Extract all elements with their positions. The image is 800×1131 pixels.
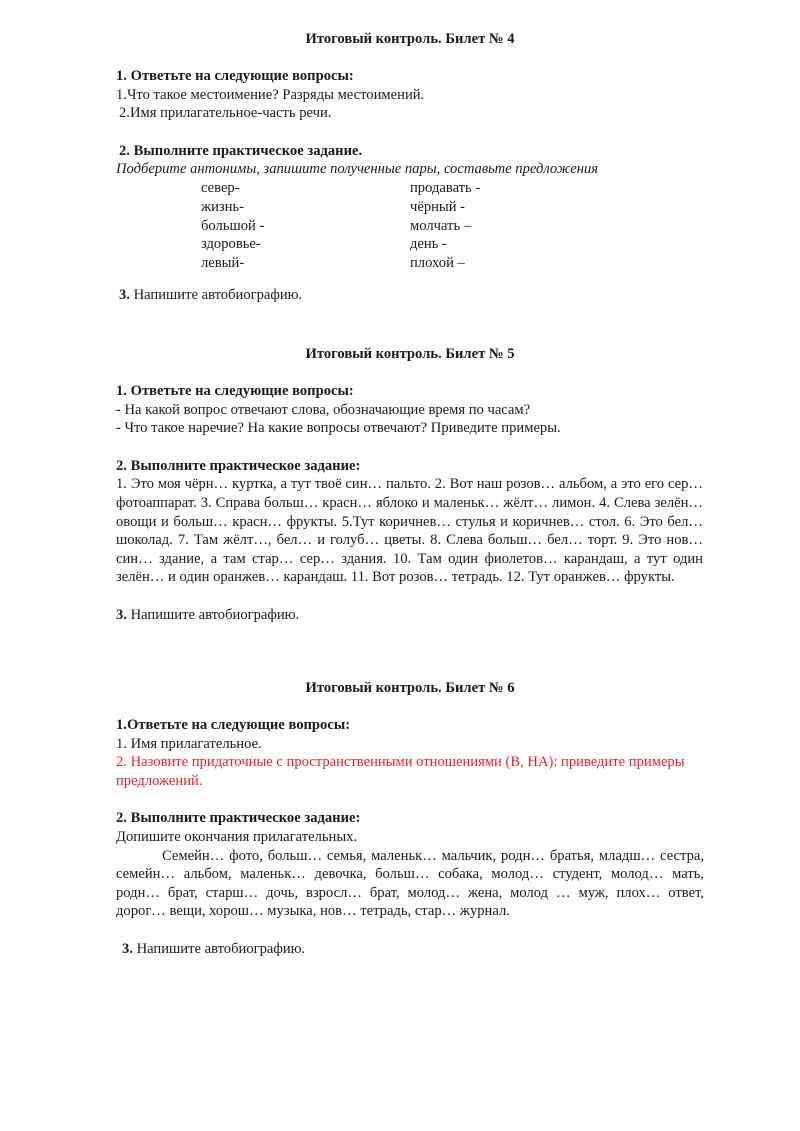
ticket-4-q3 bbox=[116, 286, 708, 305]
pair-right: молчать – bbox=[410, 217, 472, 234]
q3-text: Напишите автобиографию. bbox=[133, 286, 303, 303]
ticket-4-q1-heading: 1. Ответьте на следующие вопросы: bbox=[116, 68, 354, 84]
ticket-6-q3 bbox=[116, 940, 708, 959]
q3-number: 3. bbox=[116, 606, 127, 623]
ticket-4-q1-item: 1.Что такое местоимение? Разряды местоимений. bbox=[116, 86, 425, 103]
pair-left: большой - bbox=[201, 217, 265, 234]
pair-left: жизнь- bbox=[201, 198, 244, 215]
pair-left: здоровье- bbox=[201, 235, 261, 252]
q3-text: Напишите автобиографию. bbox=[136, 940, 306, 957]
pair-left: левый- bbox=[201, 254, 245, 271]
ticket-5-q2-heading: 2. Выполните практическое задание: bbox=[116, 457, 361, 474]
q3-text: Напишите автобиографию. bbox=[130, 606, 300, 623]
ticket-5-q1-item: - Что такое наречие? На какие вопросы отвечают? Приведите примеры. bbox=[116, 420, 561, 437]
ticket-6-body bbox=[116, 716, 708, 959]
ticket-5-q1-item: - На какой вопрос отвечают слова, обозначающие время по часам? bbox=[116, 401, 531, 418]
ticket-6-q2-instruction: Допишите окончания прилагательных. bbox=[116, 828, 358, 845]
pair-right: день - bbox=[410, 235, 447, 252]
ticket-4-body bbox=[116, 67, 708, 305]
ticket-4-q1-item: 2.Имя прилагательное-часть речи. bbox=[119, 105, 332, 122]
ticket-6-q1-item-highlighted: 2. Назовите придаточные с пространственными отношениями (В, НА): приведите примеры предложений. bbox=[116, 754, 685, 789]
ticket-4-title: Итоговый контроль. Билет № 4 bbox=[305, 31, 515, 47]
ticket-4-q2-heading: 2. Выполните практическое задание. bbox=[119, 142, 363, 159]
ticket-5-q3 bbox=[116, 606, 708, 625]
antonym-pairs bbox=[116, 179, 708, 273]
pair-left: север- bbox=[201, 179, 240, 196]
ticket-5-body bbox=[116, 382, 708, 625]
pair-right: чёрный - bbox=[410, 198, 466, 215]
ticket-6-q2-heading: 2. Выполните практическое задание: bbox=[116, 810, 361, 827]
ticket-6-title: Итоговый контроль. Билет № 6 bbox=[305, 680, 515, 696]
pair-right: продавать - bbox=[410, 179, 481, 196]
pair-right: плохой – bbox=[410, 254, 465, 271]
ticket-5-q2-text: 1. Это моя чёрн… куртка, а тут твоё син… пальто. 2. Вот наш розов… альбом, а это его сер… фотоаппарат. 3. Справа больш… красн… яблоко и маленьк… жёлт… лимон. 4. Слева зелён… овощи и больш… красн… фрукты. 5.Тут коричнев… стулья и коричнев… стол. 6. Это бел… шоколад. 7. Там жёлт…, бел… и голуб… цветы. 8. Слева больш… бел… торт. 9. Это нов… син… здание, а там стар… сер… здания. 10. Там один фиолетов… карандаш, а тут один зелён… и один оранжев… карандаш. 11. Вот розов… тетрадь. 12. Тут оранжев… фрукты. bbox=[116, 476, 703, 586]
ticket-6-q1-heading: 1.Ответьте на следующие вопросы: bbox=[116, 717, 351, 733]
q3-number: 3. bbox=[122, 940, 133, 957]
ticket-5-q1-heading: 1. Ответьте на следующие вопросы: bbox=[116, 383, 354, 399]
ticket-6-q1-item: 1. Имя прилагательное. bbox=[116, 735, 262, 752]
ticket-4-q2-instruction: Подберите антонимы, запишите полученные пары, составьте предложения bbox=[116, 161, 599, 178]
ticket-6-q2-text: Семейн… фото, больш… семья, маленьк… мальчик, родн… братья, младш… сестра, семейн… альбом, маленьк… девочка, больш… собака, молод… студент, молод… мать, родн… брат, старш… дочь, взросл… брат, молод… жена, молод … муж, плох… ответ, дорог… вещи, хорош… музыка, нов… тетрадь, стар… журнал. bbox=[116, 847, 704, 920]
ticket-5-title: Итоговый контроль. Билет № 5 bbox=[305, 346, 515, 362]
q3-number: 3. bbox=[119, 286, 130, 303]
